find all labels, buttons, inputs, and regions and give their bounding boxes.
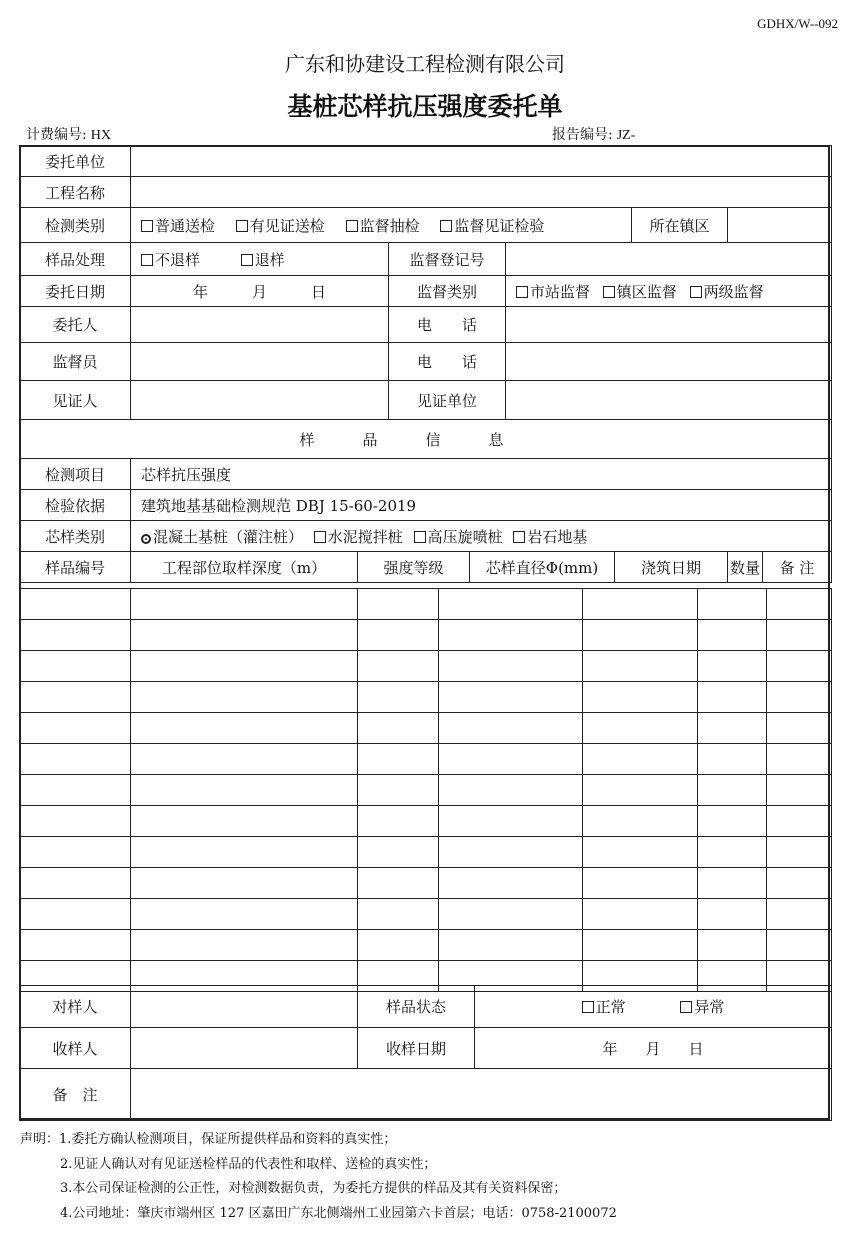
col-grade: 强度等级 <box>358 552 470 583</box>
receipt-table <box>19 985 832 1121</box>
sample-handling-options <box>131 243 389 276</box>
fee-number <box>26 124 111 144</box>
entrust-form-table <box>19 145 832 583</box>
sample-cell[interactable] <box>583 744 698 775</box>
basis-label: 检验依据 <box>20 490 131 521</box>
phone1-label: 电 话 <box>389 307 506 343</box>
sample-cell[interactable] <box>698 899 767 930</box>
sample-cell[interactable] <box>583 620 698 651</box>
checkbox-icon <box>414 531 426 543</box>
sample-cell[interactable] <box>358 589 439 620</box>
report-number <box>552 124 635 144</box>
sample-cell[interactable] <box>583 837 698 868</box>
col-cast-date: 浇筑日期 <box>615 552 728 583</box>
sample-cell[interactable] <box>698 837 767 868</box>
sample-cell[interactable] <box>20 589 131 620</box>
sample-cell[interactable] <box>698 651 767 682</box>
sample-cell[interactable] <box>20 806 131 837</box>
receive-date-label: 收样日期 <box>358 1028 475 1069</box>
sample-row <box>20 806 832 837</box>
checkbox-icon <box>141 254 153 266</box>
sample-cell[interactable] <box>439 899 583 930</box>
test-type-option-witness[interactable]: 有见证送检 <box>236 217 325 235</box>
project-name-label: 工程名称 <box>20 177 131 208</box>
state-option-normal[interactable]: 正常 <box>582 998 626 1016</box>
sample-cell[interactable] <box>583 682 698 713</box>
sample-cell[interactable] <box>131 837 358 868</box>
checkbox-icon <box>440 220 452 232</box>
sample-rows-table <box>19 588 832 992</box>
note-4: 4.公司地址：肇庆市端州区 127 区嘉田广东北侧端州工业园第六卡首层；电话：0758-2100072 <box>60 1205 617 1221</box>
basis-value: 建筑地基基础检测规范 DBJ 15-60-2019 <box>131 490 832 521</box>
sample-cell[interactable] <box>439 775 583 806</box>
sample-cell[interactable] <box>767 682 832 713</box>
sample-cell[interactable] <box>20 899 131 930</box>
receiver-field[interactable] <box>131 1028 358 1069</box>
handling-option-return[interactable]: 退样 <box>241 251 285 269</box>
sample-cell[interactable] <box>20 837 131 868</box>
col-quantity: 数量 <box>728 552 763 583</box>
supervision-type-options <box>506 276 832 307</box>
sample-state-label: 样品状态 <box>358 986 475 1028</box>
sample-cell[interactable] <box>698 620 767 651</box>
checkbox-icon <box>236 220 248 232</box>
test-type-option-spot[interactable]: 监督抽检 <box>346 217 420 235</box>
sample-handling-label: 样品处理 <box>20 243 131 276</box>
checkbox-icon <box>680 1001 692 1013</box>
note-1: 声明：1.委托方确认检测项目，保证所提供样品和资料的真实性； <box>20 1132 397 1147</box>
sample-cell[interactable] <box>439 620 583 651</box>
sample-cell[interactable] <box>439 713 583 744</box>
sample-cell[interactable] <box>131 744 358 775</box>
test-type-option-normal[interactable]: 普通送检 <box>141 217 215 235</box>
sample-cell[interactable] <box>358 899 439 930</box>
sample-cell[interactable] <box>767 899 832 930</box>
sample-cell[interactable] <box>20 868 131 899</box>
sample-cell[interactable] <box>439 682 583 713</box>
entrust-date-label: 委托日期 <box>20 276 131 307</box>
sample-cell[interactable] <box>583 713 698 744</box>
sample-cell[interactable] <box>131 651 358 682</box>
sample-cell[interactable] <box>131 868 358 899</box>
client-unit-label: 委托单位 <box>20 146 131 177</box>
supervision-option-city[interactable]: 市站监督 <box>516 283 590 301</box>
sample-cell[interactable] <box>358 744 439 775</box>
sample-cell[interactable] <box>583 775 698 806</box>
checkbox-icon <box>603 286 615 298</box>
core-type-option-rock[interactable]: 岩石地基 <box>513 528 587 546</box>
selected-radio-icon <box>141 534 151 544</box>
test-type-option-supervised[interactable]: 监督见证检验 <box>440 217 544 235</box>
fee-number-value: HX <box>90 128 111 143</box>
test-type-options <box>131 208 632 243</box>
sample-row <box>20 930 832 961</box>
checkbox-icon <box>513 531 525 543</box>
supervision-reg-label: 监督登记号 <box>389 243 506 276</box>
sample-cell[interactable] <box>131 930 358 961</box>
sample-cell[interactable] <box>439 651 583 682</box>
phone2-field[interactable] <box>506 343 832 381</box>
state-option-abnormal[interactable]: 异常 <box>680 998 724 1016</box>
town-field[interactable] <box>728 208 832 243</box>
sample-cell[interactable] <box>767 744 832 775</box>
client-person-label: 委托人 <box>20 307 131 343</box>
sample-cell[interactable] <box>439 930 583 961</box>
sample-cell[interactable] <box>698 744 767 775</box>
fee-number-label: 计费编号: <box>26 127 87 143</box>
sample-cell[interactable] <box>358 837 439 868</box>
sample-cell[interactable] <box>131 682 358 713</box>
receive-date-field[interactable]: 年 月 日 <box>475 1028 832 1069</box>
form-title: 基桩芯样抗压强度委托单 <box>287 92 563 121</box>
town-label: 所在镇区 <box>632 208 728 243</box>
sample-cell[interactable] <box>439 868 583 899</box>
sample-cell[interactable] <box>698 806 767 837</box>
sample-cell[interactable] <box>20 775 131 806</box>
supervisor-label: 监督员 <box>20 343 131 381</box>
sample-cell[interactable] <box>583 651 698 682</box>
sample-cell[interactable] <box>698 868 767 899</box>
checker-field[interactable] <box>131 986 358 1028</box>
sample-cell[interactable] <box>698 775 767 806</box>
checkbox-icon <box>690 286 702 298</box>
witness-unit-field[interactable] <box>506 381 832 420</box>
test-item-label: 检测项目 <box>20 459 131 490</box>
client-person-field[interactable] <box>131 307 389 343</box>
sample-row <box>20 589 832 620</box>
remark-field[interactable] <box>131 1069 832 1121</box>
checkbox-icon <box>314 531 326 543</box>
witness-field[interactable] <box>131 381 389 420</box>
sample-cell[interactable] <box>698 713 767 744</box>
witness-label: 见证人 <box>20 381 131 420</box>
test-type-label: 检测类别 <box>20 208 131 243</box>
entrust-date-field[interactable]: 年 月 日 <box>131 276 389 307</box>
core-type-option-jet[interactable]: 高压旋喷桩 <box>414 528 503 546</box>
sample-row <box>20 651 832 682</box>
sample-cell[interactable] <box>20 744 131 775</box>
remark-label: 备 注 <box>20 1069 131 1121</box>
sample-cell[interactable] <box>358 713 439 744</box>
supervision-reg-field[interactable] <box>506 243 832 276</box>
sample-cell[interactable] <box>358 620 439 651</box>
project-name-field[interactable] <box>131 177 832 208</box>
checkbox-icon <box>516 286 528 298</box>
sample-cell[interactable] <box>439 744 583 775</box>
sample-row <box>20 682 832 713</box>
sample-cell[interactable] <box>358 806 439 837</box>
witness-unit-label: 见证单位 <box>389 381 506 420</box>
col-sample-no: 样品编号 <box>20 552 131 583</box>
sample-cell[interactable] <box>767 775 832 806</box>
core-type-options <box>131 521 832 552</box>
sample-cell[interactable] <box>698 682 767 713</box>
sample-row <box>20 744 832 775</box>
sample-row <box>20 713 832 744</box>
checkbox-icon <box>346 220 358 232</box>
sample-cell[interactable] <box>698 930 767 961</box>
company-name: 广东和协建设工程检测有限公司 <box>285 52 565 76</box>
sample-cell[interactable] <box>358 868 439 899</box>
supervision-type-label: 监督类别 <box>389 276 506 307</box>
phone2-label: 电 话 <box>389 343 506 381</box>
sample-cell[interactable] <box>20 651 131 682</box>
checkbox-icon <box>241 254 253 266</box>
sample-cell[interactable] <box>439 837 583 868</box>
test-item-value: 芯样抗压强度 <box>131 459 832 490</box>
sample-cell[interactable] <box>767 713 832 744</box>
sample-cell[interactable] <box>439 589 583 620</box>
note-2: 2.见证人确认对有见证送检样品的代表性和取样、送检的真实性； <box>60 1156 437 1172</box>
col-depth: 工程部位取样深度（m） <box>131 552 358 583</box>
sample-cell[interactable] <box>20 620 131 651</box>
sample-cell[interactable] <box>583 899 698 930</box>
report-number-value: JZ- <box>616 128 636 143</box>
sample-cell[interactable] <box>20 930 131 961</box>
col-remark: 备 注 <box>763 552 832 583</box>
sample-info-section-title: 样品信息 <box>20 420 832 459</box>
sample-cell[interactable] <box>20 682 131 713</box>
core-type-option-cement[interactable]: 水泥搅拌桩 <box>314 528 403 546</box>
sample-cell[interactable] <box>358 682 439 713</box>
sample-cell[interactable] <box>131 806 358 837</box>
sample-row <box>20 620 832 651</box>
sample-cell[interactable] <box>439 806 583 837</box>
supervisor-field[interactable] <box>131 343 389 381</box>
sample-cell[interactable] <box>767 837 832 868</box>
sample-cell[interactable] <box>131 620 358 651</box>
sample-cell[interactable] <box>767 620 832 651</box>
sample-cell[interactable] <box>131 775 358 806</box>
sample-cell[interactable] <box>358 651 439 682</box>
sample-cell[interactable] <box>358 930 439 961</box>
sample-cell[interactable] <box>358 775 439 806</box>
sample-state-options <box>475 986 832 1028</box>
sample-cell[interactable] <box>583 868 698 899</box>
sample-row <box>20 837 832 868</box>
sample-table-header <box>20 552 832 583</box>
sample-cell[interactable] <box>20 713 131 744</box>
core-type-label: 芯样类别 <box>20 521 131 552</box>
sample-cell[interactable] <box>767 930 832 961</box>
note-3: 3.本公司保证检测的公正性，对检测数据负责，为委托方提供的样品及其有关资料保密； <box>60 1181 567 1196</box>
sample-cell[interactable] <box>767 651 832 682</box>
report-number-label: 报告编号: <box>552 127 613 143</box>
sample-cell[interactable] <box>131 899 358 930</box>
sample-cell[interactable] <box>583 589 698 620</box>
checkbox-icon <box>582 1001 594 1013</box>
sample-row <box>20 899 832 930</box>
handling-option-keep[interactable]: 不退样 <box>141 251 200 269</box>
sample-cell[interactable] <box>131 713 358 744</box>
receiver-label: 收样人 <box>20 1028 131 1069</box>
sample-cell[interactable] <box>583 806 698 837</box>
sample-row <box>20 775 832 806</box>
phone1-field[interactable] <box>506 307 832 343</box>
sample-cell[interactable] <box>131 589 358 620</box>
supervision-option-both[interactable]: 两级监督 <box>690 283 764 301</box>
sample-cell[interactable] <box>767 806 832 837</box>
supervision-option-town[interactable]: 镇区监督 <box>603 283 677 301</box>
checker-label: 对样人 <box>20 986 131 1028</box>
col-diameter: 芯样直径Φ(mm) <box>470 552 615 583</box>
checkbox-icon <box>141 220 153 232</box>
sample-cell[interactable] <box>698 589 767 620</box>
core-type-option-concrete[interactable]: 混凝土基桩（灌注桩） <box>141 528 303 546</box>
sample-cell[interactable] <box>583 930 698 961</box>
sample-row <box>20 868 832 899</box>
client-unit-field[interactable] <box>131 146 832 177</box>
form-code: GDHX/W--092 <box>757 16 838 31</box>
declaration-notes <box>20 1128 617 1226</box>
sample-cell[interactable] <box>767 589 832 620</box>
sample-cell[interactable] <box>767 868 832 899</box>
